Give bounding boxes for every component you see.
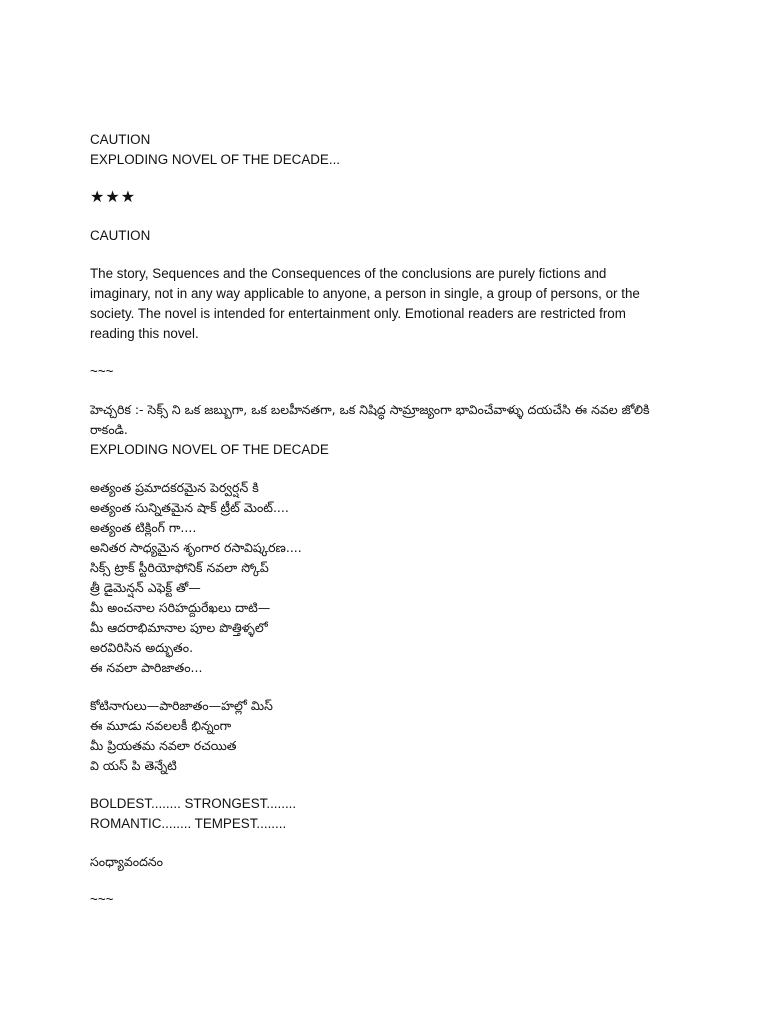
poem-line: సిక్స్ ట్రాక్ స్టీరియోఫోనిక్ నవలా స్కోప్ (90, 560, 269, 575)
poem-line: అరవిరిసిన అద్భుతం. (90, 640, 194, 655)
separator: ~~~ (90, 892, 114, 907)
document-page (90, 130, 690, 910)
poem-line: అనితర సాధ్యమైన శృంగార రసావిష్కరణ.... (90, 540, 302, 555)
telugu-warning: హెచ్చరిక :- సెక్స్ ని ఒక జబ్బుగా, ఒక బలహీనతగా, ఒక నిషిద్ధ సామ్రాజ్యంగా భావించేవాళ్ళు దయచేసి ఈ నవల జోలికి రాకండి. (90, 402, 650, 437)
poem-line: ఈ మూడు నవలలకీ భిన్నంగా (90, 718, 232, 733)
poem-stanza-2 (90, 696, 690, 776)
poem-line: అత్యంత టిక్లింగ్ గా.... (90, 520, 197, 535)
poem-line: మీ ఆదరాభిమానాల పూల పొత్తిళ్ళలో (90, 620, 268, 635)
exploding-line: EXPLODING NOVEL OF THE DECADE (90, 442, 329, 457)
tagline: BOLDEST........ STRONGEST........ (90, 796, 297, 811)
spacer (90, 382, 690, 400)
poem-line: త్రీ డైమెన్షన్ ఎఫెక్ట్ తో— (90, 580, 201, 595)
exploding-heading: EXPLODING NOVEL OF THE DECADE... (90, 152, 341, 167)
poem-line: అత్యంత సున్నితమైన షాక్ ట్రీట్ మెంట్.... (90, 500, 289, 515)
disclaimer-paragraph: The story, Sequences and the Consequences of the conclusions are purely fictions and imaginary, not in any way applicable to anyone, a person in single, a group of persons, or the society. The novel is intended for entertainment only. Emotional readers are restricted from reading this novel. (90, 266, 640, 341)
caution-label: CAUTION (90, 228, 151, 243)
poem-line: ఈ నవలా పారిజాతం... (90, 660, 203, 675)
tagline: ROMANTIC........ TEMPEST........ (90, 816, 287, 831)
poem-line: కోటినాగులు—పారిజాతం—హల్లో మిస్ (90, 698, 273, 713)
poem-line: వి యస్ పి తెన్నేటి (90, 758, 177, 773)
spacer (90, 344, 690, 362)
stars-divider: ★★★ (90, 189, 137, 206)
poem-line: మీ ప్రియతమ నవలా రచయిత (90, 738, 237, 753)
spacer (90, 460, 690, 478)
spacer (90, 834, 690, 852)
spacer (90, 776, 690, 794)
spacer (90, 170, 690, 188)
spacer (90, 678, 690, 696)
poem-stanza-1 (90, 478, 690, 678)
poem-line: మీ అంచనాల సరిహద్దురేఖలు దాటి— (90, 600, 271, 615)
separator: ~~~ (90, 364, 114, 379)
caution-heading: CAUTION (90, 132, 151, 147)
spacer (90, 208, 690, 226)
poem-line: అత్యంత ప్రమాదకరమైన పెర్వర్షన్ కి (90, 480, 259, 495)
closing-title: సంధ్యావందనం (90, 854, 164, 869)
spacer (90, 246, 690, 264)
spacer (90, 872, 690, 890)
